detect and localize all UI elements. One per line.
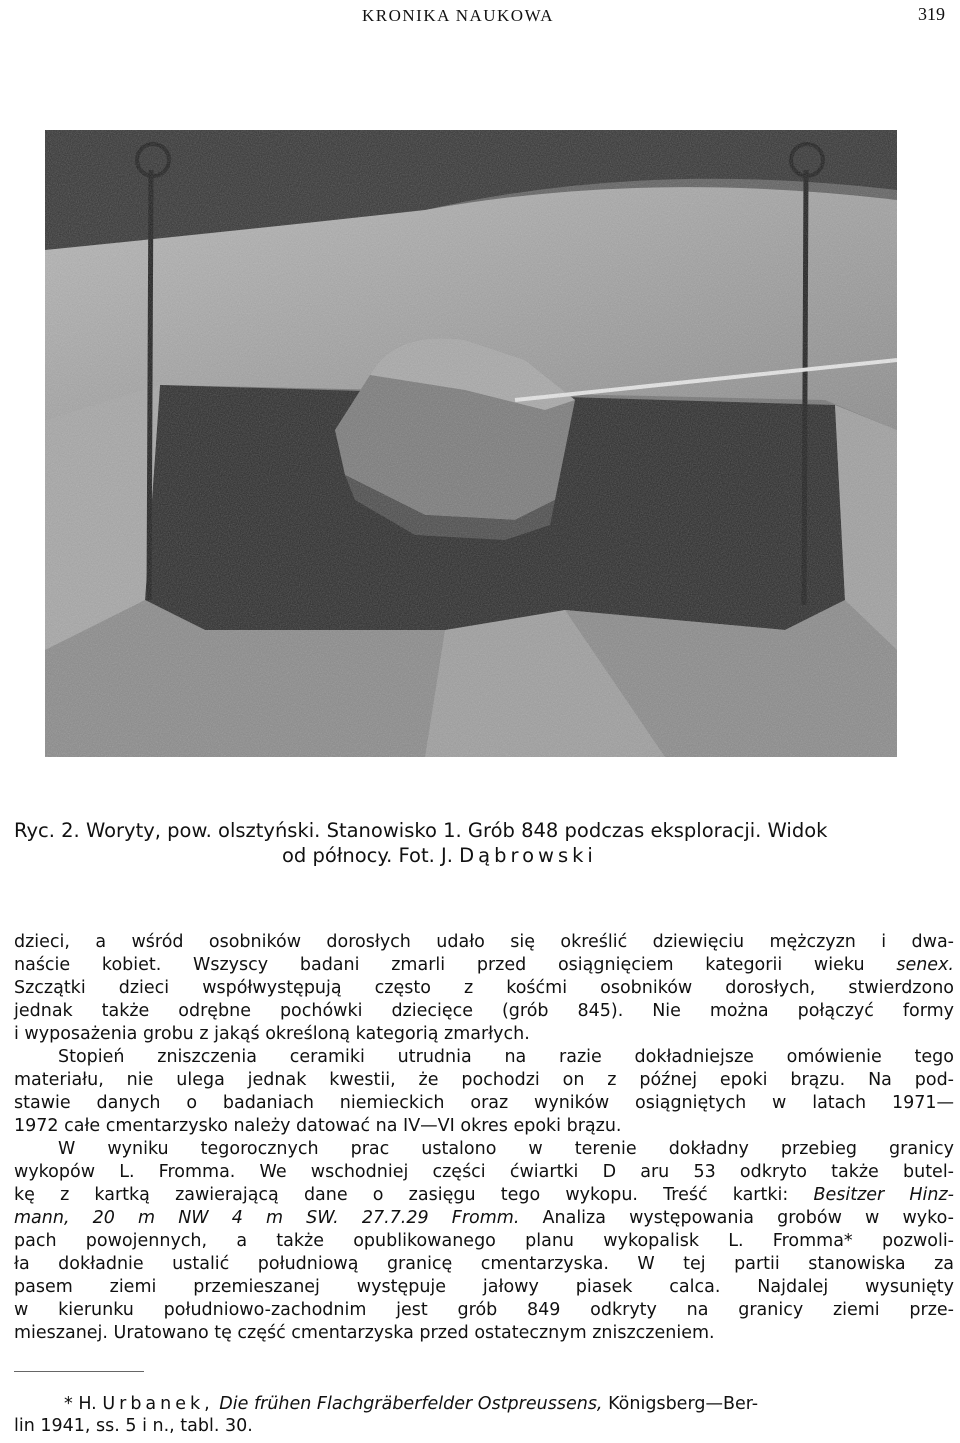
- footnote-title: Die frühen Flachgräberfelder Ostpreussens,: [219, 1394, 603, 1414]
- body-line: Szczątki dzieci współwystępują często z kośćmi osobników dorosłych, stwierdzono: [14, 978, 954, 998]
- footnote-marker: * H.: [64, 1394, 97, 1414]
- body-line: 1972 całe cmentarzysko należy datować na IV—VI okres epoki brązu.: [14, 1116, 622, 1136]
- page-number: 319: [918, 4, 945, 24]
- caption-line-2: [14, 843, 954, 868]
- body-line: ła dokładnie ustalić południową granicę cmentarzyska. W tej partii stanowiska za: [14, 1254, 954, 1274]
- body-line: naście kobiet. Wszyscy badani zmarli przed osiągnięciem kategorii wieku senex.: [14, 955, 954, 975]
- body-line: kę z kartką zawierającą dane o zasięgu tego wykopu. Treść kartki: Besitzer Hinz-: [14, 1185, 954, 1205]
- footnote-author: Urbanek,: [102, 1394, 214, 1414]
- footnote-line-2: lin 1941, ss. 5 i n., tabl. 30.: [14, 1416, 253, 1436]
- body-line: pasem ziemi przemieszanej występuje jałowy piasek calca. Najdalej wysunięty: [14, 1277, 954, 1297]
- footnote: [14, 1393, 954, 1437]
- body-italic: mann, 20 m NW 4 m SW. 27.7.29 Fromm.: [14, 1208, 520, 1228]
- footnote-marker: *: [843, 1231, 853, 1251]
- excavation-photo: [45, 130, 897, 757]
- caption-line-1: Ryc. 2. Woryty, pow. olsztyński. Stanowisko 1. Grób 848 podczas eksploracji. Widok: [14, 819, 828, 842]
- body-line: i wyposażenia grobu z jakąś określoną kategorią zmarłych.: [14, 1024, 530, 1044]
- body-line: mann, 20 m NW 4 m SW. 27.7.29 Fromm. Analiza występowania grobów w wyko-: [14, 1208, 954, 1228]
- caption-photographer: Dąbrowski: [459, 844, 597, 867]
- body-italic: senex.: [896, 955, 954, 975]
- body-line: dzieci, a wśród osobników dorosłych udało się określić dziewięciu mężczyzn i dwa-: [14, 932, 954, 952]
- running-title: KRONIKA NAUKOWA: [362, 6, 555, 25]
- footnote-rule: [14, 1371, 144, 1372]
- body-line: materiału, nie ulega jednak kwestii, że pochodzi on z późnej epoki brązu. Na pod-: [14, 1070, 954, 1090]
- running-head: [0, 2, 960, 26]
- article-body: [14, 931, 954, 1345]
- footnote-line-1: [14, 1393, 954, 1415]
- body-line: W wyniku tegorocznych prac ustalono w terenie dokładny przebieg granicy: [58, 1139, 954, 1159]
- caption-credit: od północy. Fot. J.: [282, 844, 453, 867]
- body-line: jednak także odrębne pochówki dziecięce (grób 845). Nie można połączyć formy: [14, 1001, 954, 1021]
- body-line: stawie danych o badaniach niemieckich oraz wyników osiągniętych w latach 1971—: [14, 1093, 954, 1113]
- body-line: pach powojennych, a także opublikowanego planu wykopalisk L. Fromma* pozwoli-: [14, 1231, 954, 1251]
- body-line: w kierunku południowo-zachodnim jest grób 849 odkryty na granicy ziemi prze-: [14, 1300, 954, 1320]
- excavation-photo-image: [45, 130, 897, 757]
- figure-caption: [14, 818, 954, 868]
- footnote-place: Königsberg—Ber-: [608, 1394, 759, 1414]
- body-line: mieszanej. Uratowano tę część cmentarzyska przed ostatecznym zniszczeniem.: [14, 1323, 715, 1343]
- body-line: wykopów L. Fromma. We wschodniej części ćwiartki D aru 53 odkryto także butel-: [14, 1162, 954, 1182]
- body-line: Stopień zniszczenia ceramiki utrudnia na razie dokładniejsze omówienie tego: [58, 1047, 954, 1067]
- body-italic: Besitzer Hinz-: [813, 1185, 954, 1205]
